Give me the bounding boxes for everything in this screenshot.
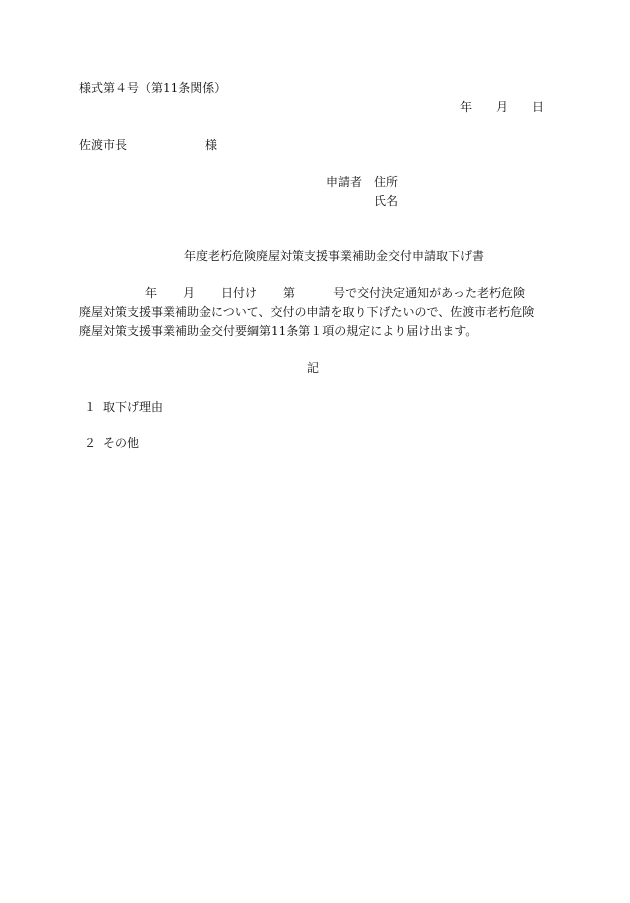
- body-line-3: 廃屋対策支援事業補助金交付要綱第11条第１項の規定により届け出ます。: [79, 324, 478, 338]
- date-month-label: 月: [496, 100, 509, 114]
- body-line-2: 廃屋対策支援事業補助金について、交付の申請を取り下げたいので、佐渡市老朽危険: [79, 305, 535, 319]
- body-line-1: [145, 286, 525, 301]
- addressee-name: 佐渡市長: [79, 138, 128, 152]
- list-item: [79, 436, 139, 451]
- ki-heading: 記: [307, 361, 320, 375]
- body-month: 月: [183, 286, 196, 300]
- body-number-prefix: 第: [283, 286, 296, 300]
- item-number: ２: [83, 436, 96, 450]
- body-year: 年: [145, 286, 158, 300]
- body-dated: 日付け: [221, 286, 258, 300]
- item-number: １: [83, 400, 96, 414]
- document-title: 年度老朽危険廃屋対策支援事業補助金交付申請取下げ書: [184, 249, 485, 263]
- addressee-honorific: 様: [205, 138, 218, 152]
- applicant-name-label: 氏名: [374, 194, 399, 208]
- date-day-label: 日: [532, 100, 545, 114]
- applicant-label: 申請者: [326, 175, 363, 189]
- list-item: [79, 400, 163, 415]
- applicant-address-label: 住所: [374, 175, 399, 189]
- form-number: 様式第４号（第11条関係）: [79, 81, 227, 95]
- item-label: 取下げ理由: [103, 400, 164, 414]
- date-line: [460, 100, 544, 115]
- date-year-label: 年: [460, 100, 473, 114]
- addressee: [79, 138, 217, 153]
- item-label: その他: [103, 436, 140, 450]
- body-rest: 号で交付決定通知があった老朽危険: [333, 286, 525, 300]
- applicant-address-line: [326, 175, 398, 190]
